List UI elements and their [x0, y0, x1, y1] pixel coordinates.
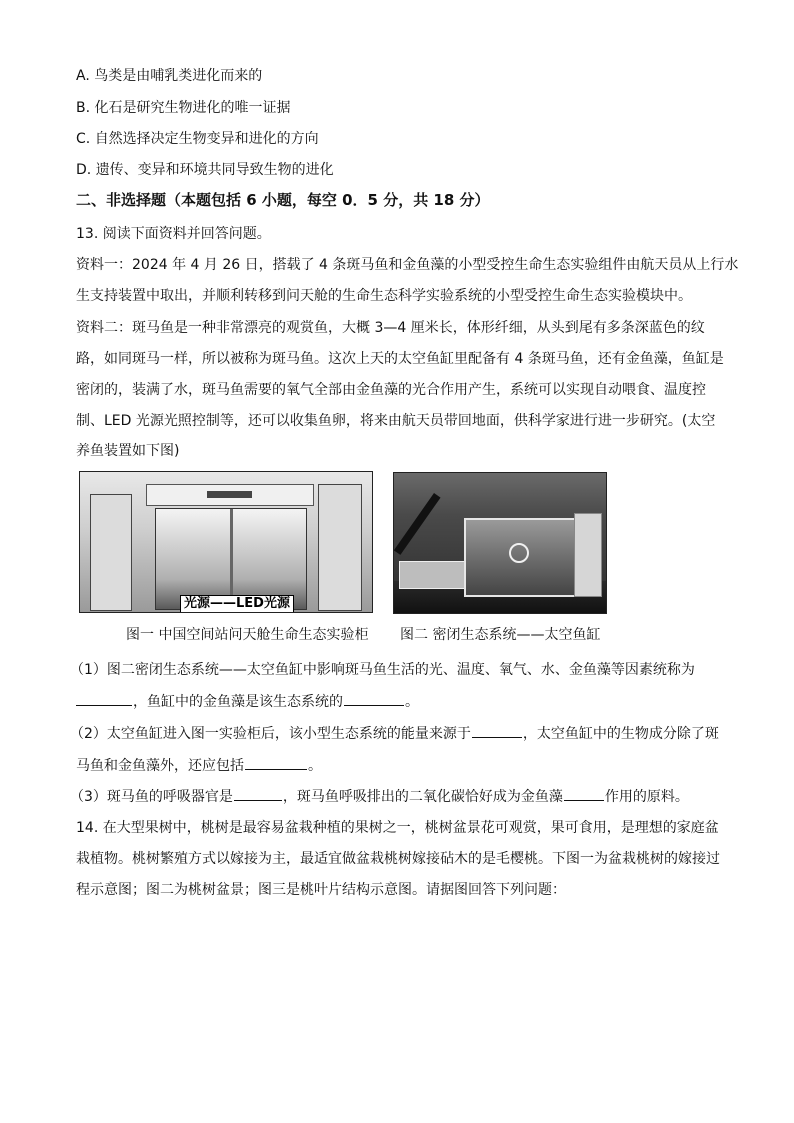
answer-blank[interactable] — [245, 755, 307, 770]
option-text: 化石是研究生物进化的唯一证据 — [94, 100, 291, 116]
text-fragment: ，鱼缸中的金鱼藻是该生态系统的 — [133, 694, 343, 710]
cabinet-top-panel — [146, 484, 314, 506]
option-text: 鸟类是由哺乳类进化而来的 — [94, 68, 263, 84]
q13-material1-line: 生支持装置中取出，并顺利转移到问天舱的生命生态科学实验系统的小型受控生命生态实验模块中。 — [76, 288, 692, 304]
q13-material2-line: 养鱼装置如下图) — [76, 443, 180, 459]
answer-blank[interactable] — [76, 691, 132, 706]
q13-material2-line: 路，如同斑马一样，所以被称为斑马鱼。这次上天的太空鱼缸里配备有 4 条斑马鱼，还有金鱼藻，鱼缸是 — [76, 351, 724, 367]
q13-sub3-line — [70, 786, 689, 807]
cabinet-left-door — [90, 494, 132, 611]
text-fragment: 。 — [308, 758, 322, 774]
q13-sub1-line1: （1）图二密闭生态系统——太空鱼缸中影响斑马鱼生活的光、温度、氧气、水、金鱼藻等因素统称为 — [70, 662, 695, 678]
tank-ring — [509, 543, 529, 563]
q13-material2-line: 密闭的，装满了水，斑马鱼需要的氧气全部由金鱼藻的光合作用产生，系统可以实现自动喂食、温度控 — [76, 382, 706, 398]
text-fragment: ，太空鱼缸中的生物成分除了斑 — [522, 726, 719, 742]
cabinet-right-door — [318, 484, 362, 611]
figure1-caption: 图一 中国空间站问天舱生命生态实验柜 — [126, 627, 369, 643]
text-fragment: （2）太空鱼缸进入图一实验柜后，该小型生态系统的能量来源于 — [70, 726, 471, 742]
figure2-caption: 图二 密闭生态系统——太空鱼缸 — [400, 627, 601, 643]
q13-stem: 13. 阅读下面资料并回答问题。 — [76, 226, 271, 242]
q13-sub1-line2 — [76, 691, 419, 712]
section-heading: 二、非选择题（本题包括 6 小题，每空 0．5 分，共 18 分） — [76, 191, 490, 209]
option-text: 自然选择决定生物变异和进化的方向 — [94, 131, 319, 147]
q13-material2-line: 资料二：斑马鱼是一种非常漂亮的观赏鱼，大概 3—4 厘米长，体形纤细，从头到尾有多条深蓝色的纹 — [76, 320, 705, 336]
q14-line: 栽植物。桃树繁殖方式以嫁接为主，最适宜做盆栽桃树嫁接砧木的是毛樱桃。下图一为盆栽桃树的嫁接过 — [76, 851, 720, 867]
option-letter: B. — [76, 100, 91, 116]
q13-sub2-line1 — [70, 723, 719, 744]
option-text: 遗传、变异和环境共同导致生物的进化 — [95, 162, 334, 178]
q13-sub2-line2 — [76, 755, 322, 776]
text-fragment: 作用的原料。 — [604, 789, 689, 805]
option-d — [76, 160, 334, 180]
option-a — [76, 66, 262, 86]
light-source-label: 光源——LED光源 — [180, 595, 294, 613]
text-fragment: （3）斑马鱼的呼吸器官是 — [70, 789, 233, 805]
q14-line: 程示意图；图二为桃树盆景；图三是桃叶片结构示意图。请据图回答下列问题： — [76, 882, 566, 898]
text-fragment: 。 — [405, 694, 419, 710]
option-c — [76, 129, 319, 149]
text-fragment: 马鱼和金鱼藻外，还应包括 — [76, 758, 244, 774]
q13-material1-line: 资料一：2024 年 4 月 26 日，搭载了 4 条斑马鱼和金鱼藻的小型受控生命生态实验组件由航天员从上行水 — [76, 257, 739, 273]
answer-blank[interactable] — [564, 786, 604, 801]
tank-side-module — [574, 513, 602, 597]
answer-blank[interactable] — [472, 723, 522, 738]
answer-blank[interactable] — [234, 786, 282, 801]
figure-experiment-cabinet-photo — [79, 471, 373, 613]
option-b — [76, 98, 291, 118]
figure-space-fish-tank-photo — [393, 472, 607, 614]
option-letter: A. — [76, 68, 90, 84]
option-letter: C. — [76, 131, 91, 147]
side-tray — [399, 561, 471, 589]
option-letter: D. — [76, 162, 92, 178]
text-fragment: ，斑马鱼呼吸排出的二氧化碳恰好成为金鱼藻 — [282, 789, 563, 805]
q13-material2-line: 制、LED 光源光照控制等，还可以收集鱼卵，将来由航天员带回地面，供科学家进行进一步研究。(太空 — [76, 413, 716, 429]
answer-blank[interactable] — [344, 691, 404, 706]
q14-line: 14. 在大型果树中，桃树是最容易盆栽种植的果树之一，桃树盆景花可观赏，果可食用，是理想的家庭盆 — [76, 820, 719, 836]
pen-tool — [394, 493, 441, 555]
